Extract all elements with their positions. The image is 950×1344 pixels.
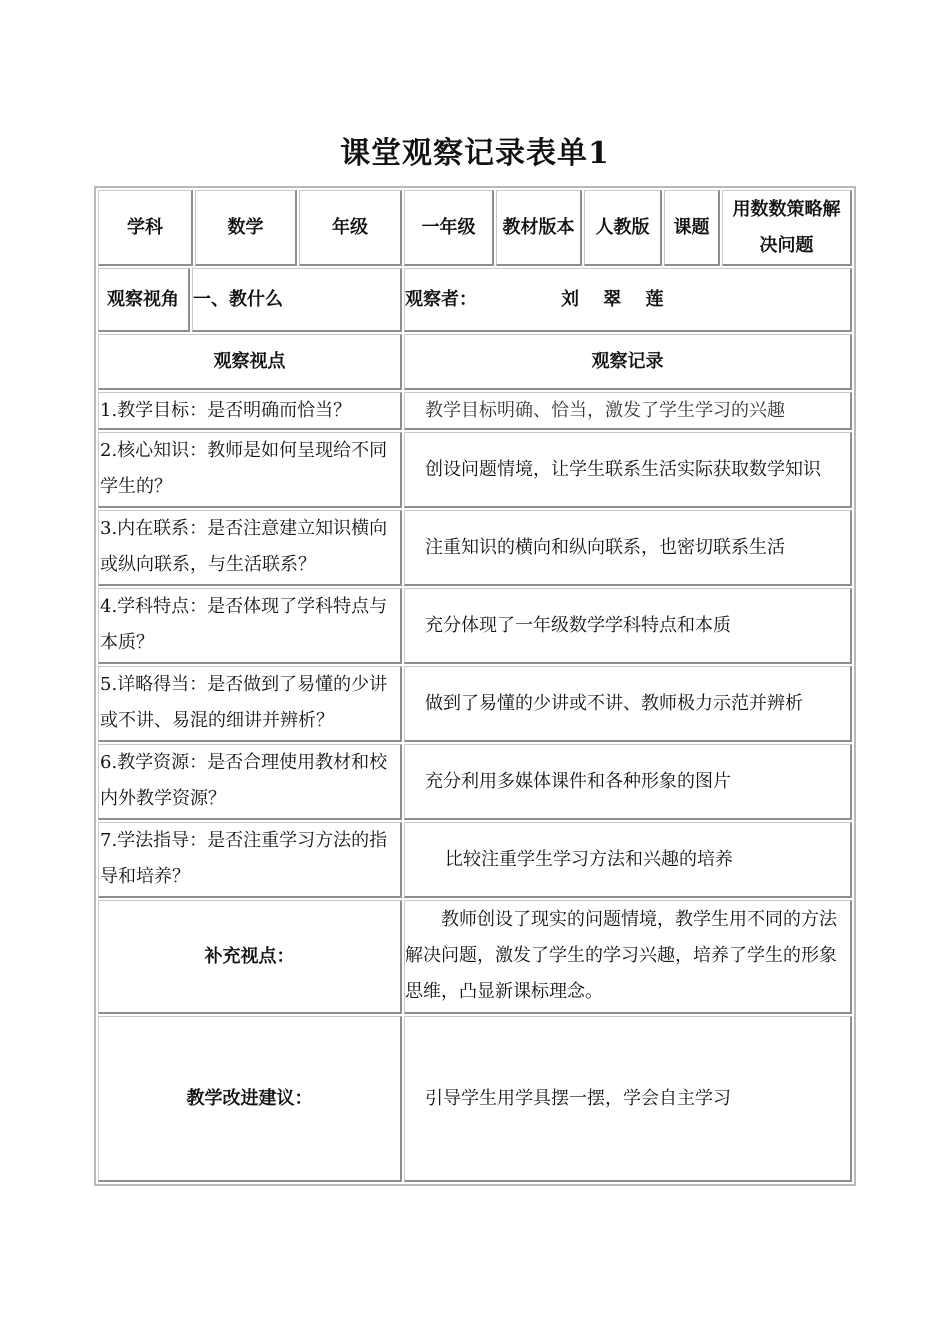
table-row-point: 3.内在联系：是否注意建立知识横向或纵向联系，与生活联系？ [98,510,402,586]
perspective-value: 一、教什么 [193,288,283,310]
improvement-record-cell [404,1016,852,1182]
topic-label-cell [664,190,720,266]
table-row-point: 5.详略得当：是否做到了易懂的少讲或不讲、易混的细讲并辨析？ [98,666,402,742]
perspective-label: 观察视角 [107,288,179,310]
page-title: 课堂观察记录表单1 [340,136,610,171]
table-row-record: 充分体现了一年级数学学科特点和本质 [404,588,852,664]
observer-label: 观察者： [405,288,477,310]
column-header-point-label: 观察视点 [213,350,286,372]
column-header-record-label: 观察记录 [591,350,664,372]
edition-label: 教材版本 [502,216,575,238]
supplement-record-cell [404,900,852,1014]
subject-label-cell [98,190,193,266]
edition-value-cell [584,190,662,266]
column-header-record [404,334,852,390]
table-row-record: 做到了易懂的少讲或不讲、教师极力示范并辨析 [404,666,852,742]
perspective-label-cell [98,268,190,332]
supplement-label-cell [98,900,402,1014]
subject-value: 数学 [227,216,264,238]
table-row-point: 4.学科特点：是否体现了学科特点与本质？ [98,588,402,664]
table-row-point: 1.教学目标：是否明确而恰当？ [98,392,402,430]
grade-value-cell [404,190,494,266]
grade-label: 年级 [332,216,368,238]
supplement-record: 教师创设了现实的问题情境，教学生用不同的方法解决问题，激发了学生的学习兴趣，培养了学生的形象思维，凸显新课标理念。 [405,909,837,1002]
topic-value-line1: 用数数策略解 [732,199,841,220]
subject-value-cell [195,190,297,266]
improvement-label: 教学改进建议： [186,1087,313,1109]
table-row-record: 注重知识的横向和纵向联系，也密切联系生活 [404,510,852,586]
table-row-record: 比较注重学生学习方法和兴趣的培养 [404,822,852,898]
grade-value: 一年级 [421,216,476,238]
topic-label: 课题 [673,216,710,238]
edition-value: 人教版 [595,216,650,238]
topic-value-line2: 决问题 [759,235,814,256]
table-row-point: 6.教学资源：是否合理使用教材和校内外教学资源？ [98,744,402,820]
observer-name: 刘 翠 莲 [561,288,664,310]
grade-label-cell [299,190,402,266]
subject-label: 学科 [127,216,163,238]
perspective-value-cell [192,268,402,332]
table-row-record: 创设问题情境，让学生联系生活实际获取数学知识 [404,432,852,508]
edition-label-cell [496,190,582,266]
table-row-record: 充分利用多媒体课件和各种形象的图片 [404,744,852,820]
supplement-label: 补充视点： [204,945,295,967]
observer-cell [404,268,852,332]
topic-value-cell [722,190,852,266]
improvement-label-cell [98,1016,402,1182]
table-row-record: 教学目标明确、恰当，激发了学生学习的兴趣 [404,392,852,430]
column-header-point [98,334,402,390]
table-row-point: 2.核心知识：教师是如何呈现给不同学生的？ [98,432,402,508]
table-row-point: 7.学法指导：是否注重学习方法的指导和培养？ [98,822,402,898]
improvement-record: 引导学生用学具摆一摆，学会自主学习 [425,1087,731,1109]
